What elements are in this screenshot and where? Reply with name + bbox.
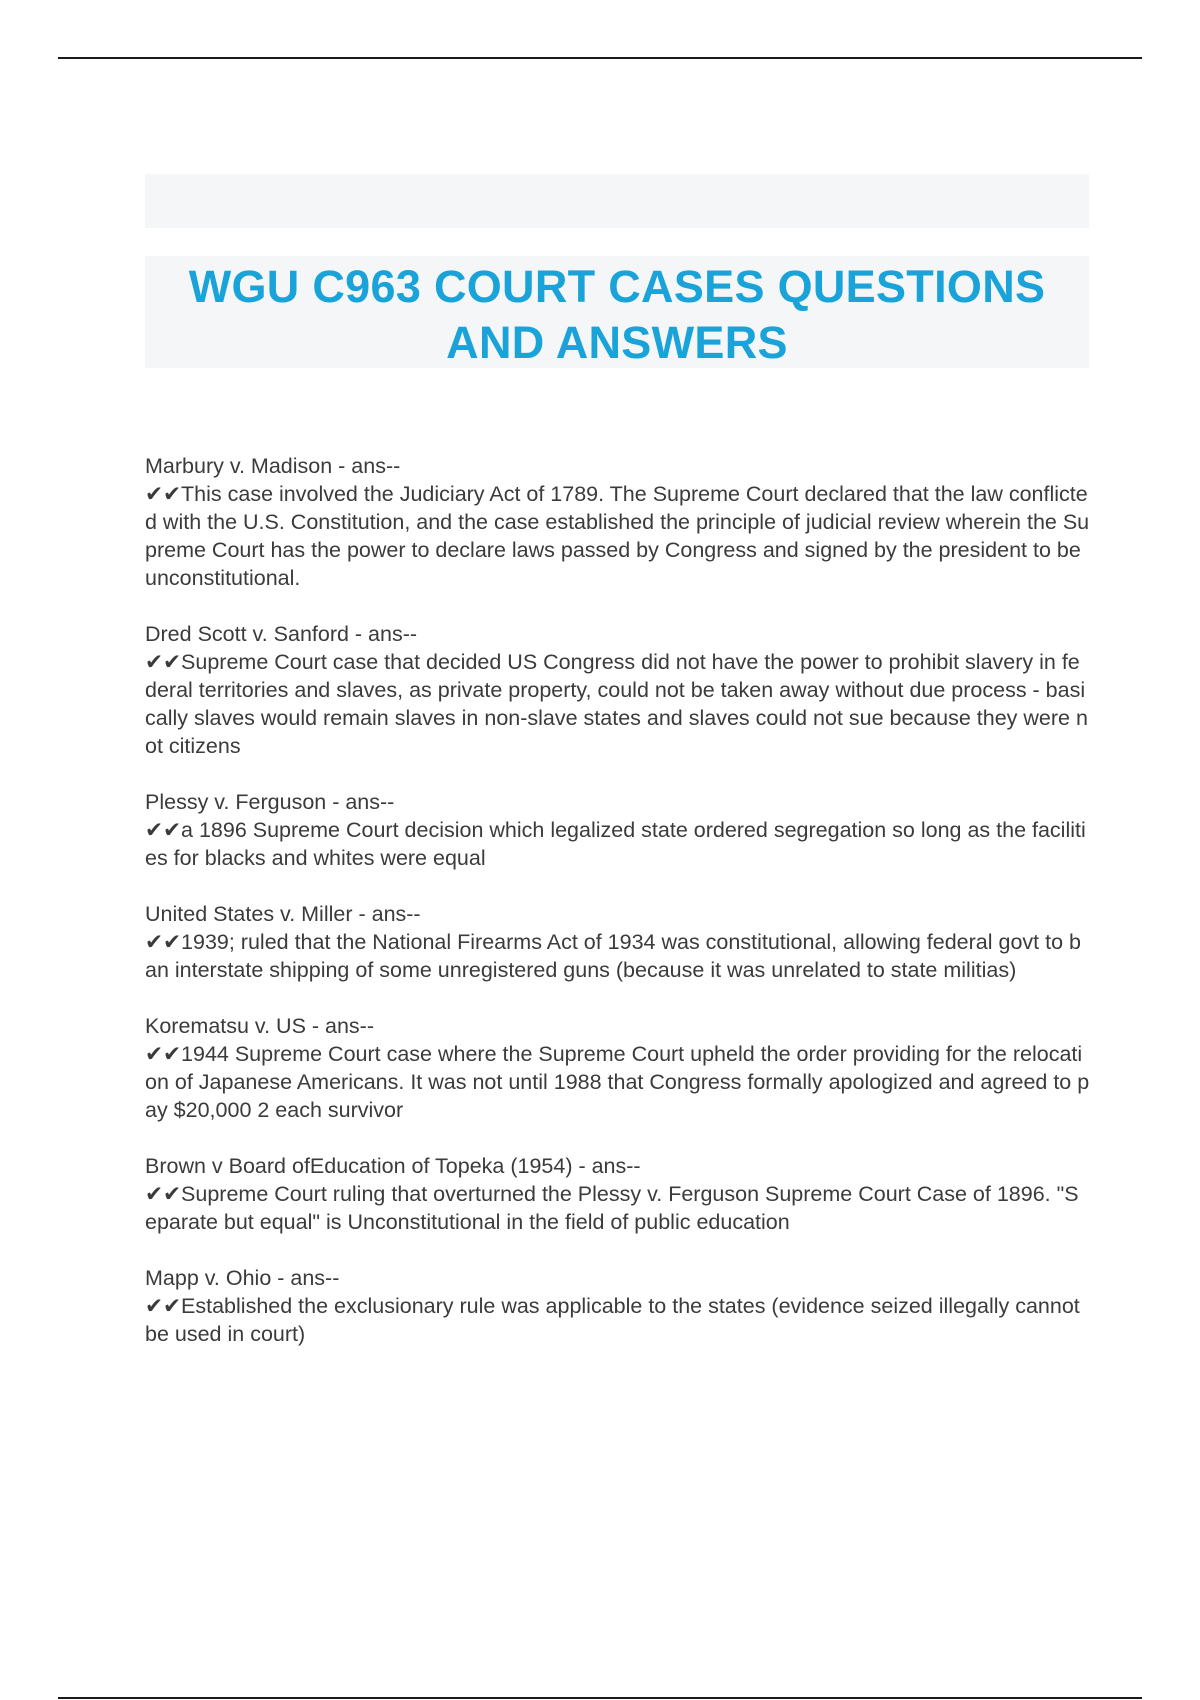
question-text: Mapp v. Ohio - ans-- [145,1266,340,1290]
answer-text [145,816,1090,872]
qa-list [145,452,1090,1376]
check-marks-icon: ✔✔ [145,1294,182,1318]
question-text: Dred Scott v. Sanford - ans-- [145,622,418,646]
answer-body: a 1896 Supreme Court decision which legalized state ordered segregation so long as the facilities for blacks and whites were equal [145,818,1086,870]
answer-text [145,1180,1090,1236]
title-box [145,256,1089,368]
qa-item [145,620,1090,760]
check-marks-icon: ✔✔ [145,482,182,506]
answer-text [145,648,1090,760]
answer-body: Established the exclusionary rule was applicable to the states (evidence seized illegally cannot be used in court) [145,1294,1080,1346]
question-text: Plessy v. Ferguson - ans-- [145,790,395,814]
answer-body: 1939; ruled that the National Firearms Act of 1934 was constitutional, allowing federal govt to ban interstate shipping of some unregistered guns (because it was unrelated to state militias) [145,930,1081,982]
check-marks-icon: ✔✔ [145,1042,182,1066]
qa-item [145,788,1090,872]
check-marks-icon: ✔✔ [145,650,182,674]
qa-item [145,1264,1090,1348]
question-text: Korematsu v. US - ans-- [145,1014,374,1038]
qa-item [145,1152,1090,1236]
answer-text [145,1292,1090,1348]
header-band [145,174,1089,228]
answer-text [145,480,1090,592]
answer-body: Supreme Court case that decided US Congress did not have the power to prohibit slavery in federal territories and slaves, as private property, could not be taken away without due process - basically slaves would remain slaves in non-slave states and slaves could not sue because they were not citizens [145,650,1088,758]
answer-body: Supreme Court ruling that overturned the Plessy v. Ferguson Supreme Court Case of 1896. "Separate but equal" is Unconstitutional in the field of public education [145,1182,1079,1234]
answer-body: 1944 Supreme Court case where the Supreme Court upheld the order providing for the relocation of Japanese Americans. It was not until 1988 that Congress formally apologized and agreed to pay $20,000 2 each survivor [145,1042,1090,1122]
qa-item [145,1012,1090,1124]
answer-text [145,1040,1090,1124]
answer-text [145,928,1090,984]
check-marks-icon: ✔✔ [145,930,182,954]
check-marks-icon: ✔✔ [145,1182,182,1206]
question-text: United States v. Miller - ans-- [145,902,421,926]
document-title: WGU C963 COURT CASES QUESTIONS AND ANSWERS [188,261,1046,368]
answer-body: This case involved the Judiciary Act of 1789. The Supreme Court declared that the law conflicted with the U.S. Constitution, and the case established the principle of judicial review wherein the Supreme Court has the power to declare laws passed by Congress and signed by the president to be unconstitutional. [145,482,1090,590]
check-marks-icon: ✔✔ [145,818,182,842]
bottom-rule [58,1697,1142,1699]
qa-item [145,452,1090,592]
top-rule [58,57,1142,59]
question-text: Brown v Board ofEducation of Topeka (1954) - ans-- [145,1154,641,1178]
qa-item [145,900,1090,984]
question-text: Marbury v. Madison - ans-- [145,454,401,478]
